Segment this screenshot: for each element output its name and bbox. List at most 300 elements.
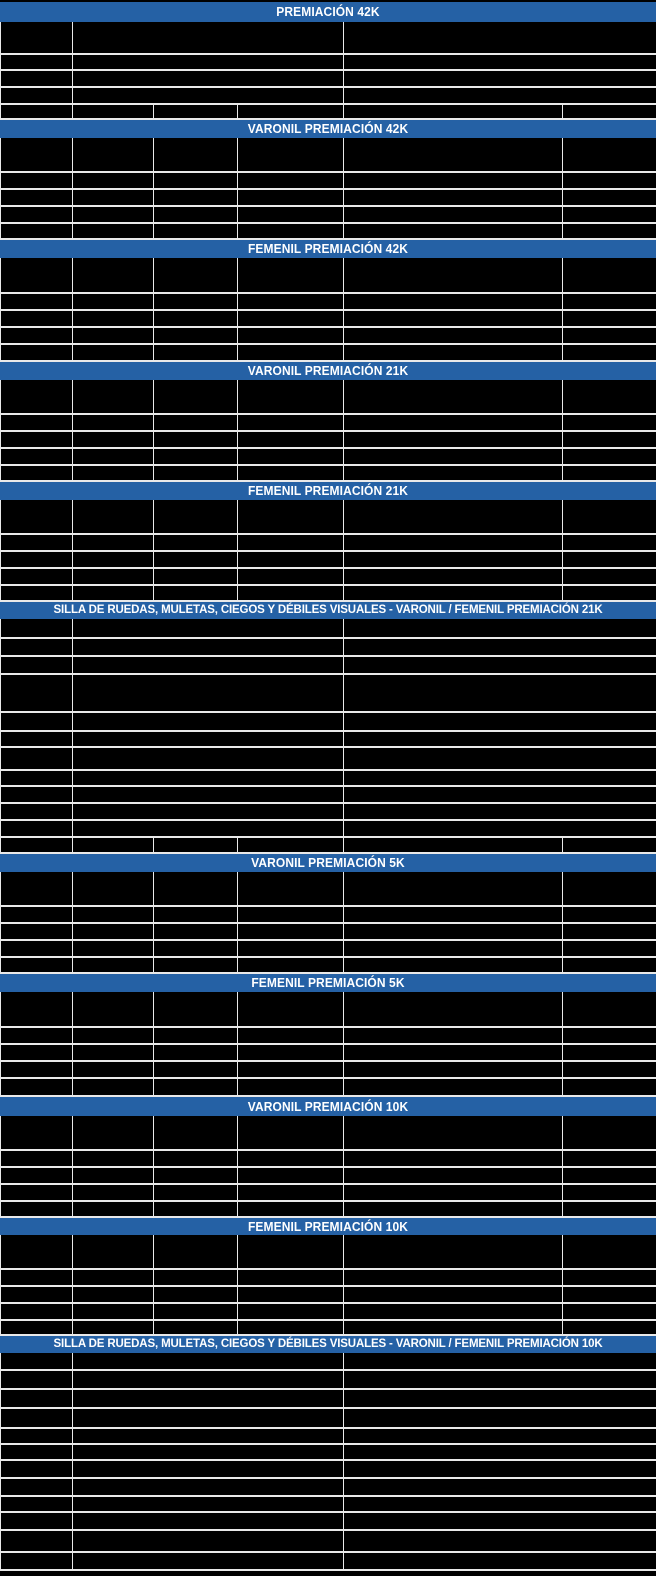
table-cell bbox=[73, 1116, 154, 1151]
table-cell bbox=[344, 1409, 656, 1429]
table-cell bbox=[563, 1028, 656, 1045]
section-table-silla-de-ruedas-21k bbox=[0, 619, 656, 854]
table-cell bbox=[154, 294, 238, 311]
table-cell bbox=[238, 432, 344, 449]
section-table-femenil-premiacion-21k bbox=[0, 500, 656, 602]
table-cell bbox=[0, 311, 73, 328]
table-cell bbox=[344, 732, 656, 748]
table-cell bbox=[73, 1235, 154, 1270]
section-table-varonil-premiacion-21k bbox=[0, 380, 656, 482]
table-cell bbox=[344, 345, 563, 362]
table-cell bbox=[73, 1079, 154, 1097]
table-cell bbox=[344, 105, 563, 120]
table-cell bbox=[344, 311, 563, 328]
table-cell bbox=[73, 872, 154, 907]
table-cell bbox=[238, 924, 344, 941]
table-cell bbox=[73, 619, 344, 639]
table-cell bbox=[344, 992, 563, 1028]
table-cell bbox=[344, 657, 656, 675]
table-cell bbox=[563, 1202, 656, 1218]
table-cell bbox=[73, 224, 154, 240]
table-cell bbox=[344, 1079, 563, 1097]
table-row bbox=[0, 675, 656, 713]
section-table-varonil-premiacion-42k bbox=[0, 138, 656, 240]
table-cell bbox=[344, 432, 563, 449]
section-header-premiacion-42k bbox=[0, 2, 656, 22]
table-row bbox=[0, 207, 656, 224]
table-row bbox=[0, 1202, 656, 1218]
table-cell bbox=[73, 258, 154, 294]
table-row bbox=[0, 22, 656, 55]
table-cell bbox=[154, 907, 238, 924]
table-cell bbox=[0, 941, 73, 958]
table-cell bbox=[238, 1028, 344, 1045]
table-cell bbox=[0, 1479, 73, 1497]
table-cell bbox=[344, 924, 563, 941]
section-title: FEMENIL PREMIACIÓN 21K bbox=[248, 483, 408, 499]
table-cell bbox=[238, 380, 344, 415]
table-cell bbox=[238, 1270, 344, 1287]
table-cell bbox=[563, 173, 656, 190]
table-cell bbox=[154, 872, 238, 907]
table-cell bbox=[344, 1151, 563, 1168]
table-cell bbox=[154, 1062, 238, 1079]
table-row bbox=[0, 552, 656, 569]
table-cell bbox=[344, 1553, 656, 1571]
table-cell bbox=[563, 586, 656, 602]
table-cell bbox=[73, 1429, 344, 1445]
section-header-varonil-premiacion-42k bbox=[0, 120, 656, 138]
table-cell bbox=[0, 1062, 73, 1079]
table-row bbox=[0, 415, 656, 432]
table-cell bbox=[73, 1270, 154, 1287]
table-cell bbox=[73, 787, 344, 804]
table-cell bbox=[154, 173, 238, 190]
table-row bbox=[0, 1079, 656, 1097]
table-cell bbox=[238, 1235, 344, 1270]
table-cell bbox=[344, 294, 563, 311]
table-cell bbox=[154, 466, 238, 482]
table-row bbox=[0, 732, 656, 748]
table-cell bbox=[344, 1185, 563, 1202]
table-cell bbox=[154, 1028, 238, 1045]
table-cell bbox=[344, 748, 656, 771]
section-header-femenil-premiacion-10k bbox=[0, 1218, 656, 1235]
table-row bbox=[0, 1390, 656, 1409]
table-cell bbox=[344, 258, 563, 294]
table-row bbox=[0, 619, 656, 639]
table-row bbox=[0, 1531, 656, 1553]
table-cell bbox=[0, 535, 73, 552]
table-cell bbox=[344, 1116, 563, 1151]
table-cell bbox=[238, 1185, 344, 1202]
table-cell bbox=[0, 657, 73, 675]
table-cell bbox=[0, 1371, 73, 1390]
table-cell bbox=[73, 1287, 154, 1304]
section-header-varonil-premiacion-5k bbox=[0, 854, 656, 872]
table-cell bbox=[0, 55, 73, 71]
table-cell bbox=[238, 1304, 344, 1321]
table-cell bbox=[154, 1116, 238, 1151]
table-cell bbox=[563, 432, 656, 449]
table-cell bbox=[0, 500, 73, 535]
table-cell bbox=[0, 190, 73, 207]
table-cell bbox=[563, 1151, 656, 1168]
table-cell bbox=[73, 569, 154, 586]
table-cell bbox=[0, 771, 73, 787]
table-cell bbox=[344, 328, 563, 345]
table-cell bbox=[154, 345, 238, 362]
table-cell bbox=[73, 432, 154, 449]
table-cell bbox=[238, 449, 344, 466]
table-cell bbox=[73, 657, 344, 675]
table-cell bbox=[0, 415, 73, 432]
section-header-femenil-premiacion-42k bbox=[0, 240, 656, 258]
table-cell bbox=[344, 1429, 656, 1445]
section-title: SILLA DE RUEDAS, MULETAS, CIEGOS Y DÉBILES VISUALES - VARONIL / FEMENIL PREMIACIÓN 10K bbox=[53, 1337, 603, 1351]
table-cell bbox=[154, 207, 238, 224]
table-cell bbox=[73, 88, 344, 105]
table-cell bbox=[154, 1079, 238, 1097]
table-cell bbox=[344, 1321, 563, 1336]
table-row bbox=[0, 941, 656, 958]
table-cell bbox=[563, 1062, 656, 1079]
table-row bbox=[0, 804, 656, 821]
table-cell bbox=[73, 1028, 154, 1045]
table-cell bbox=[238, 907, 344, 924]
table-cell bbox=[0, 838, 73, 854]
table-cell bbox=[73, 1513, 344, 1531]
table-cell bbox=[238, 535, 344, 552]
table-cell bbox=[0, 1287, 73, 1304]
table-cell bbox=[0, 224, 73, 240]
table-cell bbox=[238, 258, 344, 294]
table-row bbox=[0, 432, 656, 449]
table-cell bbox=[563, 958, 656, 974]
table-cell bbox=[344, 1168, 563, 1185]
table-cell bbox=[73, 328, 154, 345]
table-cell bbox=[73, 1304, 154, 1321]
table-cell bbox=[238, 1045, 344, 1062]
table-cell bbox=[344, 619, 656, 639]
section-title: PREMIACIÓN 42K bbox=[276, 4, 380, 20]
table-cell bbox=[0, 328, 73, 345]
table-cell bbox=[344, 1513, 656, 1531]
table-cell bbox=[563, 1168, 656, 1185]
table-cell bbox=[563, 105, 656, 120]
table-cell bbox=[0, 1553, 73, 1571]
table-row bbox=[0, 1461, 656, 1479]
table-cell bbox=[563, 924, 656, 941]
table-cell bbox=[563, 1116, 656, 1151]
table-cell bbox=[154, 1321, 238, 1336]
table-row bbox=[0, 173, 656, 190]
table-cell bbox=[0, 713, 73, 732]
table-cell bbox=[344, 535, 563, 552]
table-cell bbox=[0, 1304, 73, 1321]
table-cell bbox=[73, 586, 154, 602]
table-cell bbox=[73, 1371, 344, 1390]
table-cell bbox=[238, 311, 344, 328]
table-cell bbox=[73, 924, 154, 941]
table-cell bbox=[344, 771, 656, 787]
section-title: VARONIL PREMIACIÓN 21K bbox=[247, 363, 409, 379]
table-cell bbox=[0, 586, 73, 602]
table-cell bbox=[344, 500, 563, 535]
table-cell bbox=[73, 1353, 344, 1371]
table-cell bbox=[0, 173, 73, 190]
table-cell bbox=[73, 821, 344, 838]
section-table-femenil-premiacion-5k bbox=[0, 992, 656, 1097]
table-cell bbox=[0, 138, 73, 173]
table-cell bbox=[344, 907, 563, 924]
section-title: SILLA DE RUEDAS, MULETAS, CIEGOS Y DÉBILES VISUALES - VARONIL / FEMENIL PREMIACIÓN 21K bbox=[53, 603, 603, 617]
table-cell bbox=[154, 415, 238, 432]
table-cell bbox=[563, 415, 656, 432]
table-cell bbox=[73, 1479, 344, 1497]
table-cell bbox=[0, 1390, 73, 1409]
table-cell bbox=[344, 1445, 656, 1461]
table-cell bbox=[73, 345, 154, 362]
table-row bbox=[0, 569, 656, 586]
table-cell bbox=[0, 1497, 73, 1513]
table-cell bbox=[73, 1202, 154, 1218]
table-cell bbox=[0, 1461, 73, 1479]
table-cell bbox=[0, 294, 73, 311]
table-cell bbox=[563, 1079, 656, 1097]
table-cell bbox=[154, 1304, 238, 1321]
table-cell bbox=[154, 569, 238, 586]
table-row bbox=[0, 787, 656, 804]
table-cell bbox=[344, 1287, 563, 1304]
table-cell bbox=[0, 1079, 73, 1097]
table-cell bbox=[0, 1202, 73, 1218]
table-cell bbox=[563, 190, 656, 207]
table-row bbox=[0, 1321, 656, 1336]
table-cell bbox=[344, 55, 656, 71]
table-cell bbox=[344, 1390, 656, 1409]
section-title: FEMENIL PREMIACIÓN 5K bbox=[251, 975, 405, 991]
table-cell bbox=[0, 552, 73, 569]
section-table-premiacion-42k bbox=[0, 22, 656, 120]
table-row bbox=[0, 105, 656, 120]
table-cell bbox=[238, 569, 344, 586]
table-cell bbox=[563, 1321, 656, 1336]
table-cell bbox=[563, 535, 656, 552]
table-cell bbox=[154, 941, 238, 958]
table-cell bbox=[154, 552, 238, 569]
table-cell bbox=[154, 328, 238, 345]
section-header-silla-de-ruedas-21k bbox=[0, 602, 656, 619]
table-cell bbox=[73, 552, 154, 569]
table-cell bbox=[563, 294, 656, 311]
table-cell bbox=[0, 1168, 73, 1185]
table-row bbox=[0, 345, 656, 362]
table-cell bbox=[563, 138, 656, 173]
table-cell bbox=[154, 449, 238, 466]
table-cell bbox=[154, 535, 238, 552]
table-row bbox=[0, 88, 656, 105]
table-cell bbox=[0, 1445, 73, 1461]
table-row bbox=[0, 294, 656, 311]
table-cell bbox=[563, 380, 656, 415]
table-cell bbox=[0, 872, 73, 907]
table-cell bbox=[154, 586, 238, 602]
table-cell bbox=[154, 1235, 238, 1270]
table-cell bbox=[344, 1497, 656, 1513]
table-cell bbox=[73, 294, 154, 311]
table-cell bbox=[154, 432, 238, 449]
table-cell bbox=[238, 294, 344, 311]
table-row bbox=[0, 1371, 656, 1390]
table-cell bbox=[238, 838, 344, 854]
table-cell bbox=[238, 138, 344, 173]
table-cell bbox=[238, 1321, 344, 1336]
table-row bbox=[0, 992, 656, 1028]
table-cell bbox=[344, 1202, 563, 1218]
table-cell bbox=[0, 639, 73, 657]
table-cell bbox=[563, 569, 656, 586]
table-cell bbox=[73, 732, 344, 748]
table-cell bbox=[73, 1168, 154, 1185]
table-cell bbox=[238, 872, 344, 907]
table-cell bbox=[563, 872, 656, 907]
table-cell bbox=[154, 1202, 238, 1218]
table-row bbox=[0, 328, 656, 345]
table-cell bbox=[563, 1287, 656, 1304]
table-cell bbox=[154, 1151, 238, 1168]
table-cell bbox=[344, 804, 656, 821]
table-cell bbox=[73, 138, 154, 173]
table-cell bbox=[0, 821, 73, 838]
table-cell bbox=[0, 1353, 73, 1371]
table-cell bbox=[73, 1461, 344, 1479]
table-cell bbox=[0, 207, 73, 224]
table-cell bbox=[563, 838, 656, 854]
table-cell bbox=[0, 449, 73, 466]
table-cell bbox=[73, 71, 344, 88]
table-row bbox=[0, 821, 656, 838]
table-row bbox=[0, 1513, 656, 1531]
table-cell bbox=[154, 190, 238, 207]
table-cell bbox=[563, 207, 656, 224]
table-row bbox=[0, 500, 656, 535]
table-cell bbox=[344, 207, 563, 224]
table-row bbox=[0, 1168, 656, 1185]
table-row bbox=[0, 138, 656, 173]
table-row bbox=[0, 1062, 656, 1079]
table-cell bbox=[73, 311, 154, 328]
table-cell bbox=[344, 71, 656, 88]
table-row bbox=[0, 1185, 656, 1202]
table-cell bbox=[73, 675, 344, 713]
table-cell bbox=[238, 1062, 344, 1079]
table-row bbox=[0, 713, 656, 732]
table-cell bbox=[238, 1168, 344, 1185]
section-title: VARONIL PREMIACIÓN 42K bbox=[247, 121, 409, 137]
table-cell bbox=[344, 190, 563, 207]
table-cell bbox=[238, 105, 344, 120]
table-cell bbox=[563, 941, 656, 958]
table-cell bbox=[238, 1151, 344, 1168]
table-cell bbox=[73, 804, 344, 821]
table-cell bbox=[0, 732, 73, 748]
table-cell bbox=[0, 992, 73, 1028]
table-cell bbox=[73, 190, 154, 207]
table-cell bbox=[154, 138, 238, 173]
table-cell bbox=[238, 500, 344, 535]
table-cell bbox=[238, 1079, 344, 1097]
table-row bbox=[0, 1553, 656, 1571]
table-cell bbox=[154, 311, 238, 328]
table-cell bbox=[238, 958, 344, 974]
table-cell bbox=[154, 1270, 238, 1287]
table-row bbox=[0, 71, 656, 88]
table-row bbox=[0, 258, 656, 294]
table-cell bbox=[344, 1028, 563, 1045]
table-cell bbox=[344, 449, 563, 466]
table-cell bbox=[0, 569, 73, 586]
table-cell bbox=[73, 1531, 344, 1553]
table-row bbox=[0, 1479, 656, 1497]
table-cell bbox=[0, 1028, 73, 1045]
table-row bbox=[0, 924, 656, 941]
table-cell bbox=[73, 500, 154, 535]
table-cell bbox=[73, 958, 154, 974]
table-cell bbox=[563, 1235, 656, 1270]
table-row bbox=[0, 586, 656, 602]
table-cell bbox=[238, 941, 344, 958]
table-cell bbox=[344, 22, 656, 55]
table-cell bbox=[154, 1045, 238, 1062]
table-row bbox=[0, 958, 656, 974]
table-cell bbox=[0, 907, 73, 924]
table-cell bbox=[73, 1390, 344, 1409]
table-cell bbox=[344, 1353, 656, 1371]
section-title: VARONIL PREMIACIÓN 5K bbox=[251, 855, 405, 871]
table-cell bbox=[154, 500, 238, 535]
table-cell bbox=[238, 586, 344, 602]
table-row bbox=[0, 1409, 656, 1429]
table-row bbox=[0, 1116, 656, 1151]
table-cell bbox=[344, 1235, 563, 1270]
table-cell bbox=[0, 958, 73, 974]
table-cell bbox=[344, 138, 563, 173]
section-table-varonil-premiacion-5k bbox=[0, 872, 656, 974]
table-cell bbox=[73, 639, 344, 657]
table-cell bbox=[73, 1321, 154, 1336]
table-cell bbox=[238, 992, 344, 1028]
table-row bbox=[0, 380, 656, 415]
table-cell bbox=[344, 173, 563, 190]
table-cell bbox=[0, 88, 73, 105]
table-cell bbox=[344, 713, 656, 732]
section-header-silla-de-ruedas-10k bbox=[0, 1336, 656, 1353]
table-row bbox=[0, 535, 656, 552]
table-cell bbox=[344, 1479, 656, 1497]
table-cell bbox=[73, 1151, 154, 1168]
table-cell bbox=[73, 1045, 154, 1062]
table-row bbox=[0, 55, 656, 71]
table-cell bbox=[0, 1531, 73, 1553]
table-cell bbox=[73, 907, 154, 924]
table-cell bbox=[154, 958, 238, 974]
table-cell bbox=[563, 500, 656, 535]
table-cell bbox=[0, 258, 73, 294]
table-cell bbox=[238, 224, 344, 240]
table-cell bbox=[344, 466, 563, 482]
table-cell bbox=[238, 1116, 344, 1151]
